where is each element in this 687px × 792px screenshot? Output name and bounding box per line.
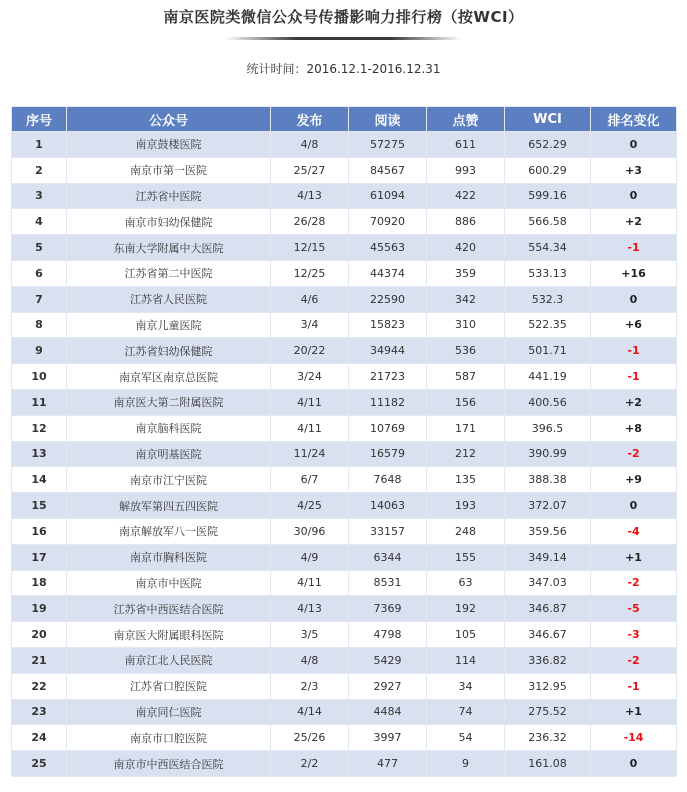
rank-change-cell: -3 (591, 622, 677, 648)
account-name-cell: 南京市妇幼保健院 (67, 209, 271, 235)
rank-cell: 23 (12, 699, 67, 725)
reads-cell: 21723 (349, 364, 427, 390)
rank-change-cell: -1 (591, 673, 677, 699)
rank-change-cell: -1 (591, 235, 677, 261)
wci-cell: 336.82 (505, 647, 591, 673)
posts-cell: 12/15 (271, 235, 349, 261)
posts-cell: 11/24 (271, 441, 349, 467)
posts-cell: 4/13 (271, 596, 349, 622)
table-row (12, 389, 677, 415)
posts-cell: 3/5 (271, 622, 349, 648)
reads-cell: 8531 (349, 570, 427, 596)
rank-cell: 1 (12, 132, 67, 158)
table-row (12, 132, 677, 158)
account-name-cell: 江苏省中西医结合医院 (67, 596, 271, 622)
reads-cell: 84567 (349, 157, 427, 183)
wci-cell: 522.35 (505, 312, 591, 338)
rank-change-cell: +1 (591, 699, 677, 725)
likes-cell: 886 (427, 209, 505, 235)
posts-cell: 2/3 (271, 673, 349, 699)
likes-cell: 156 (427, 389, 505, 415)
likes-cell: 34 (427, 673, 505, 699)
posts-cell: 2/2 (271, 751, 349, 777)
table-header-row (12, 107, 677, 132)
wci-cell: 390.99 (505, 441, 591, 467)
col-header-account: 公众号 (67, 107, 271, 132)
posts-cell: 30/96 (271, 518, 349, 544)
reads-cell: 10769 (349, 415, 427, 441)
likes-cell: 342 (427, 286, 505, 312)
rank-cell: 2 (12, 157, 67, 183)
table-row (12, 751, 677, 777)
wci-cell: 501.71 (505, 338, 591, 364)
wci-cell: 312.95 (505, 673, 591, 699)
account-name-cell: 南京医大第二附属医院 (67, 389, 271, 415)
rank-cell: 5 (12, 235, 67, 261)
rank-cell: 7 (12, 286, 67, 312)
reads-cell: 5429 (349, 647, 427, 673)
rank-cell: 12 (12, 415, 67, 441)
rank-change-cell: -4 (591, 518, 677, 544)
account-name-cell: 南京医大附属眼科医院 (67, 622, 271, 648)
posts-cell: 4/6 (271, 286, 349, 312)
posts-cell: 4/8 (271, 647, 349, 673)
wci-cell: 347.03 (505, 570, 591, 596)
table-row (12, 596, 677, 622)
account-name-cell: 江苏省第二中医院 (67, 260, 271, 286)
reads-cell: 61094 (349, 183, 427, 209)
likes-cell: 587 (427, 364, 505, 390)
likes-cell: 114 (427, 647, 505, 673)
rank-cell: 22 (12, 673, 67, 699)
account-name-cell: 东南大学附属中大医院 (67, 235, 271, 261)
wci-cell: 400.56 (505, 389, 591, 415)
likes-cell: 422 (427, 183, 505, 209)
posts-cell: 20/22 (271, 338, 349, 364)
table-row (12, 235, 677, 261)
account-name-cell: 南京江北人民医院 (67, 647, 271, 673)
rank-change-cell: -2 (591, 441, 677, 467)
wci-cell: 346.87 (505, 596, 591, 622)
account-name-cell: 江苏省中医院 (67, 183, 271, 209)
rank-change-cell: 0 (591, 751, 677, 777)
posts-cell: 26/28 (271, 209, 349, 235)
account-name-cell: 南京明基医院 (67, 441, 271, 467)
rank-change-cell: 0 (591, 493, 677, 519)
wci-cell: 566.58 (505, 209, 591, 235)
rank-change-cell: -1 (591, 338, 677, 364)
reads-cell: 22590 (349, 286, 427, 312)
statistics-period: 统计时间：2016.12.1-2016.12.31 (246, 62, 441, 76)
rank-change-cell: +16 (591, 260, 677, 286)
rank-cell: 25 (12, 751, 67, 777)
rank-change-cell: -2 (591, 647, 677, 673)
account-name-cell: 南京市第一医院 (67, 157, 271, 183)
posts-cell: 12/25 (271, 260, 349, 286)
posts-cell: 4/8 (271, 132, 349, 158)
table-row (12, 364, 677, 390)
likes-cell: 248 (427, 518, 505, 544)
reads-cell: 6344 (349, 544, 427, 570)
col-header-likes: 点赞 (427, 107, 505, 132)
rank-change-cell: -2 (591, 570, 677, 596)
rank-cell: 9 (12, 338, 67, 364)
likes-cell: 171 (427, 415, 505, 441)
wci-cell: 359.56 (505, 518, 591, 544)
page-title: 南京医院类微信公众号传播影响力排行榜（按WCI） (163, 8, 524, 26)
account-name-cell: 南京市中西医结合医院 (67, 751, 271, 777)
posts-cell: 4/11 (271, 415, 349, 441)
likes-cell: 192 (427, 596, 505, 622)
rank-cell: 10 (12, 364, 67, 390)
table-row (12, 467, 677, 493)
table-row (12, 286, 677, 312)
account-name-cell: 江苏省妇幼保健院 (67, 338, 271, 364)
reads-cell: 15823 (349, 312, 427, 338)
rank-cell: 11 (12, 389, 67, 415)
account-name-cell: 南京军区南京总医院 (67, 364, 271, 390)
likes-cell: 9 (427, 751, 505, 777)
reads-cell: 34944 (349, 338, 427, 364)
rank-cell: 18 (12, 570, 67, 596)
wci-cell: 349.14 (505, 544, 591, 570)
rank-cell: 13 (12, 441, 67, 467)
account-name-cell: 南京同仁医院 (67, 699, 271, 725)
likes-cell: 611 (427, 132, 505, 158)
reads-cell: 70920 (349, 209, 427, 235)
rank-cell: 24 (12, 725, 67, 751)
reads-cell: 57275 (349, 132, 427, 158)
posts-cell: 6/7 (271, 467, 349, 493)
likes-cell: 74 (427, 699, 505, 725)
wci-cell: 275.52 (505, 699, 591, 725)
rank-change-cell: +1 (591, 544, 677, 570)
likes-cell: 420 (427, 235, 505, 261)
rank-cell: 15 (12, 493, 67, 519)
likes-cell: 359 (427, 260, 505, 286)
table-row (12, 544, 677, 570)
rank-change-cell: -14 (591, 725, 677, 751)
table-row (12, 622, 677, 648)
table-row (12, 699, 677, 725)
reads-cell: 4798 (349, 622, 427, 648)
reads-cell: 33157 (349, 518, 427, 544)
posts-cell: 4/25 (271, 493, 349, 519)
posts-cell: 4/14 (271, 699, 349, 725)
reads-cell: 7369 (349, 596, 427, 622)
rank-cell: 4 (12, 209, 67, 235)
table-row (12, 183, 677, 209)
posts-cell: 4/11 (271, 570, 349, 596)
wci-cell: 236.32 (505, 725, 591, 751)
reads-cell: 44374 (349, 260, 427, 286)
wci-cell: 396.5 (505, 415, 591, 441)
rank-change-cell: -1 (591, 364, 677, 390)
account-name-cell: 南京解放军八一医院 (67, 518, 271, 544)
rank-change-cell: +9 (591, 467, 677, 493)
account-name-cell: 江苏省口腔医院 (67, 673, 271, 699)
rank-cell: 21 (12, 647, 67, 673)
rank-cell: 19 (12, 596, 67, 622)
posts-cell: 4/9 (271, 544, 349, 570)
table-row (12, 338, 677, 364)
wci-cell: 346.67 (505, 622, 591, 648)
ranking-table (11, 106, 677, 777)
wci-cell: 599.16 (505, 183, 591, 209)
posts-cell: 3/4 (271, 312, 349, 338)
reads-cell: 3997 (349, 725, 427, 751)
account-name-cell: 南京市胸科医院 (67, 544, 271, 570)
likes-cell: 105 (427, 622, 505, 648)
table-row (12, 260, 677, 286)
rank-cell: 6 (12, 260, 67, 286)
wci-cell: 554.34 (505, 235, 591, 261)
account-name-cell: 南京市中医院 (67, 570, 271, 596)
col-header-reads: 阅读 (349, 107, 427, 132)
table-row (12, 570, 677, 596)
reads-cell: 2927 (349, 673, 427, 699)
likes-cell: 310 (427, 312, 505, 338)
likes-cell: 993 (427, 157, 505, 183)
account-name-cell: 南京儿童医院 (67, 312, 271, 338)
reads-cell: 7648 (349, 467, 427, 493)
wci-cell: 600.29 (505, 157, 591, 183)
rank-cell: 17 (12, 544, 67, 570)
likes-cell: 135 (427, 467, 505, 493)
likes-cell: 63 (427, 570, 505, 596)
posts-cell: 3/24 (271, 364, 349, 390)
account-name-cell: 南京脑科医院 (67, 415, 271, 441)
table-row (12, 415, 677, 441)
account-name-cell: 南京市江宁医院 (67, 467, 271, 493)
table-row (12, 725, 677, 751)
rank-cell: 8 (12, 312, 67, 338)
rank-change-cell: +3 (591, 157, 677, 183)
posts-cell: 4/11 (271, 389, 349, 415)
reads-cell: 14063 (349, 493, 427, 519)
rank-change-cell: +6 (591, 312, 677, 338)
rank-change-cell: 0 (591, 286, 677, 312)
rank-cell: 14 (12, 467, 67, 493)
rank-cell: 16 (12, 518, 67, 544)
col-header-rank: 序号 (12, 107, 67, 132)
reads-cell: 16579 (349, 441, 427, 467)
likes-cell: 155 (427, 544, 505, 570)
table-row (12, 441, 677, 467)
rank-change-cell: 0 (591, 183, 677, 209)
reads-cell: 45563 (349, 235, 427, 261)
rank-change-cell: +2 (591, 389, 677, 415)
posts-cell: 25/26 (271, 725, 349, 751)
table-row (12, 312, 677, 338)
posts-cell: 4/13 (271, 183, 349, 209)
table-row (12, 673, 677, 699)
wci-cell: 161.08 (505, 751, 591, 777)
reads-cell: 477 (349, 751, 427, 777)
likes-cell: 193 (427, 493, 505, 519)
posts-cell: 25/27 (271, 157, 349, 183)
rank-change-cell: +2 (591, 209, 677, 235)
account-name-cell: 江苏省人民医院 (67, 286, 271, 312)
rank-change-cell: -5 (591, 596, 677, 622)
wci-cell: 533.13 (505, 260, 591, 286)
reads-cell: 11182 (349, 389, 427, 415)
rank-change-cell: 0 (591, 132, 677, 158)
table-row (12, 157, 677, 183)
table-row (12, 493, 677, 519)
table-row (12, 518, 677, 544)
wci-cell: 652.29 (505, 132, 591, 158)
likes-cell: 536 (427, 338, 505, 364)
title-underline (225, 37, 462, 40)
wci-cell: 388.38 (505, 467, 591, 493)
rank-change-cell: +8 (591, 415, 677, 441)
likes-cell: 212 (427, 441, 505, 467)
col-header-rank-change: 排名变化 (591, 107, 677, 132)
table-row (12, 209, 677, 235)
wci-cell: 441.19 (505, 364, 591, 390)
table-row (12, 647, 677, 673)
account-name-cell: 解放军第四五四医院 (67, 493, 271, 519)
reads-cell: 4484 (349, 699, 427, 725)
wci-cell: 372.07 (505, 493, 591, 519)
rank-cell: 3 (12, 183, 67, 209)
account-name-cell: 南京市口腔医院 (67, 725, 271, 751)
wci-cell: 532.3 (505, 286, 591, 312)
rank-cell: 20 (12, 622, 67, 648)
likes-cell: 54 (427, 725, 505, 751)
col-header-posts: 发布 (271, 107, 349, 132)
account-name-cell: 南京鼓楼医院 (67, 132, 271, 158)
col-header-wci: WCI (505, 107, 591, 132)
